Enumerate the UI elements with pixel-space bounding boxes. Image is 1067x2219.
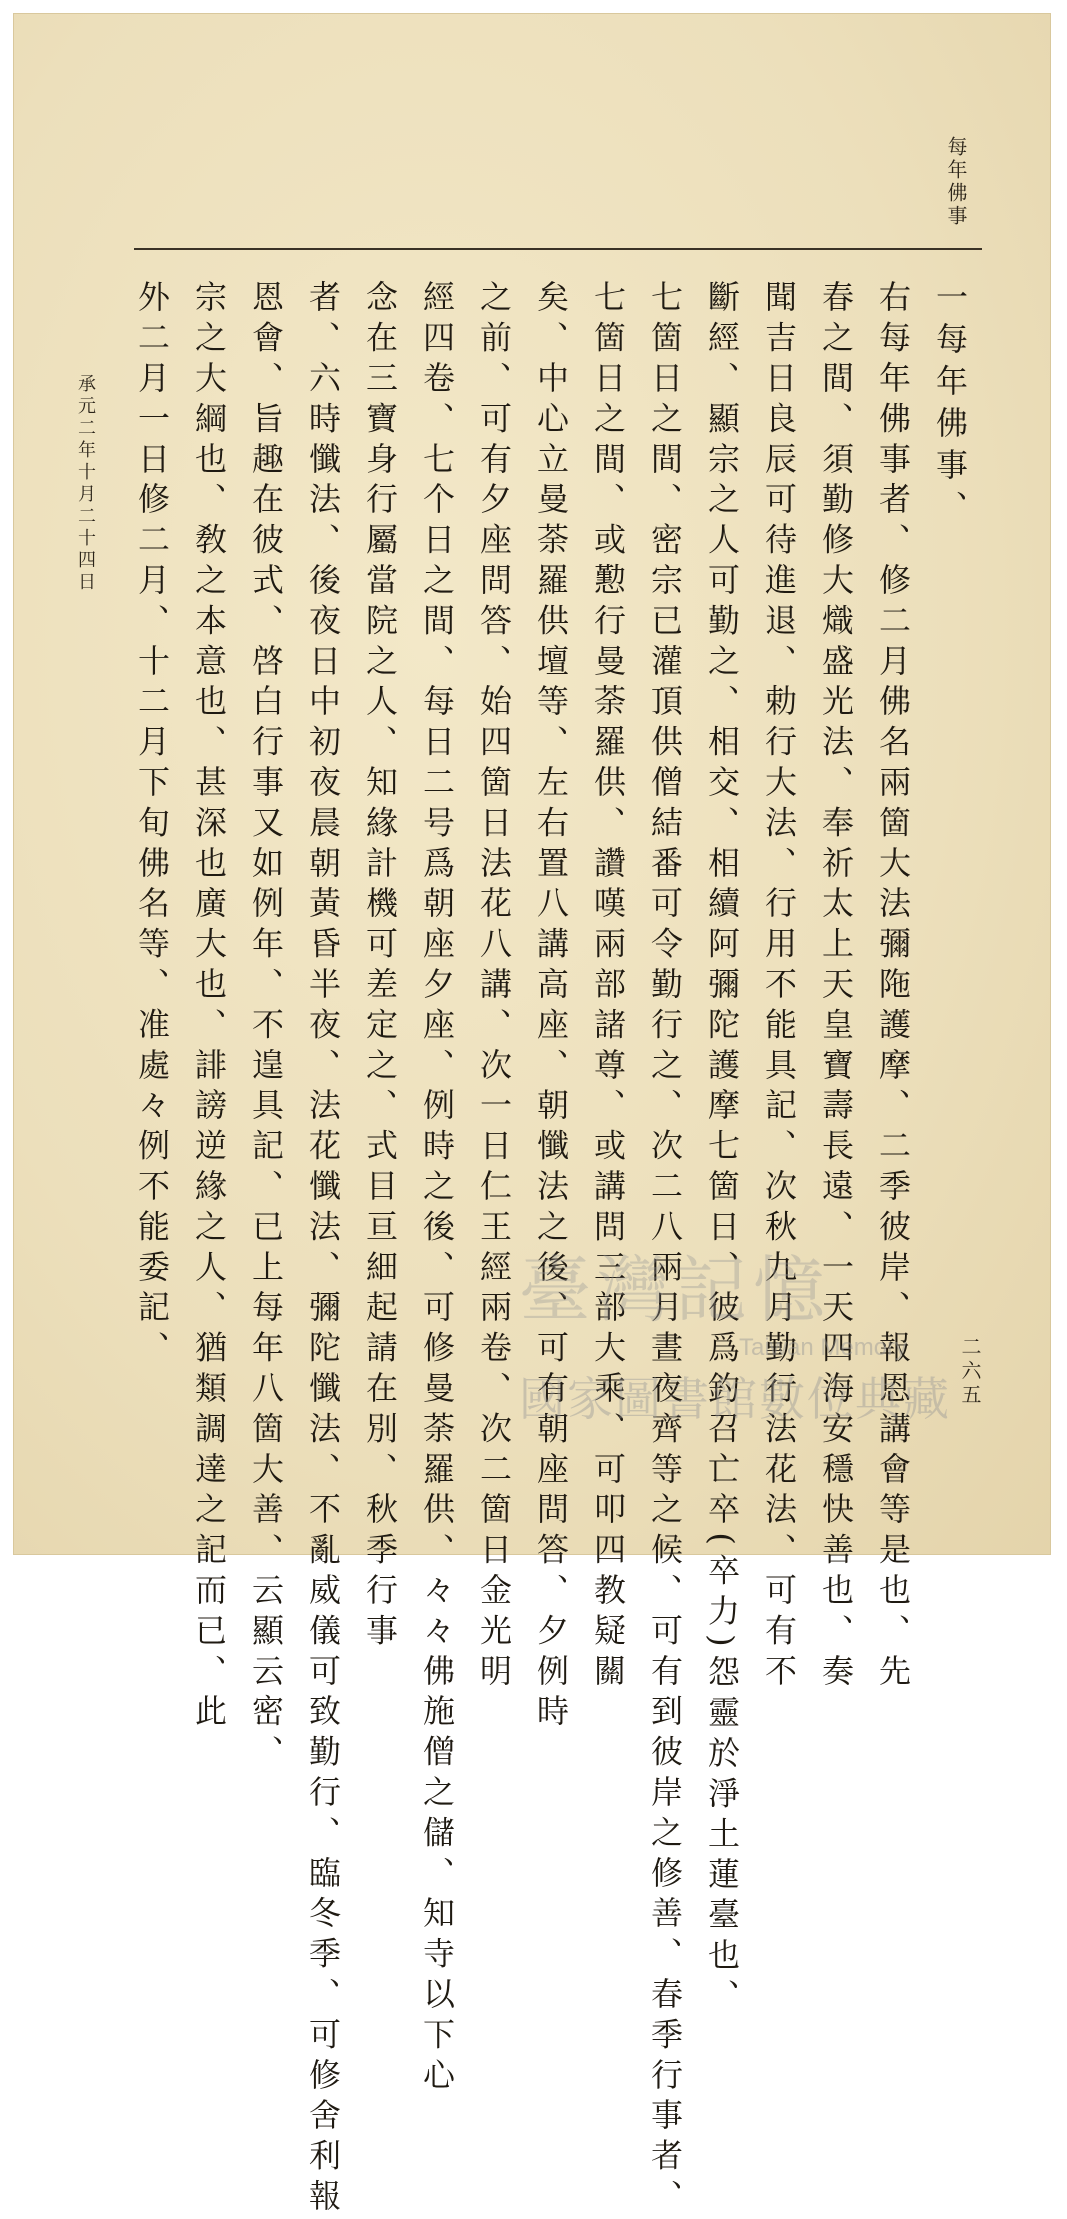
text-column: 外二月一日修二月、十二月下旬佛名等、准處々例不能委記、 [133,280,171,1371]
watermark-organization: 國家圖書館數位典藏 [519,1372,951,1426]
text-column: 七箇日之間、或懃行曼荼羅供、讚嘆兩部諸尊、或講問三部大乘、可叩四教疑關 [589,280,627,1694]
header-rule [134,248,982,250]
document-date: 承元二年十月二十四日 [75,374,96,594]
text-column: 經四卷、七个日之間、每日二号爲朝座夕座、例時之後、可修曼荼羅供、々々佛施僧之儲、知寺以下心 [418,280,456,2098]
watermark-title: 臺灣記憶 [519,1248,832,1332]
text-column: 矣、中心立曼荼羅供壇等、左右置八講高座、朝懺法之後、可有朝座問答、夕例時 [532,280,570,1735]
text-column: 聞吉日良辰可待進退、勅行大法、行用不能具記、次秋九月勤行法花法、可有不 [760,280,798,1694]
text-column: 斷經、顯宗之人可勤之、相交、相續阿彌陀護摩七箇日、彼爲釣召亡卒(卒力)怨靈於淨土蓮臺也、 [703,280,741,2019]
text-column: 之前、可有夕座問答、始四箇日法花八講、次一日仁王經兩卷、次二箇日金光明 [475,280,513,1694]
document-page [14,14,1050,2219]
text-column: 念在三寶身行屬當院之人、知緣計機可差定之、式目亘細起請在別、秋季行事 [361,280,399,1654]
text-column: 右每年佛事者、修二月佛名兩箇大法彌陁護摩、二季彼岸、報恩講會等是也、先 [874,280,912,1694]
page-number: 二六五 [958,1336,982,1408]
text-column: 宗之大綱也、敎之本意也、甚深也廣大也、誹謗逆緣之人、猶類調達之記而已、此 [190,280,228,1735]
watermark-english: Taiwan Memory [739,1334,908,1361]
running-head: 每年佛事 [944,136,968,228]
text-column: 春之間、須勤修大熾盛光法、奉祈太上天皇寶壽長遠、一天四海安穩快善也、奏 [817,280,855,1694]
section-heading: 一每年佛事、 [931,280,969,532]
text-column: 者、六時懺法、後夜日中初夜晨朝黃昏半夜、法花懺法、彌陀懺法、不亂威儀可致勤行、臨冬季、可修舍利報 [304,280,342,2219]
text-column: 恩會、旨趣在彼式、啓白行事又如例年、不遑具記、已上每年八箇大善、云顯云密、 [247,280,285,1775]
text-column: 七箇日之間、密宗已灌頂供僧結番可令勤行之、次二八兩月晝夜齊等之候、可有到彼岸之修善、春季行事者、 [646,280,684,2219]
